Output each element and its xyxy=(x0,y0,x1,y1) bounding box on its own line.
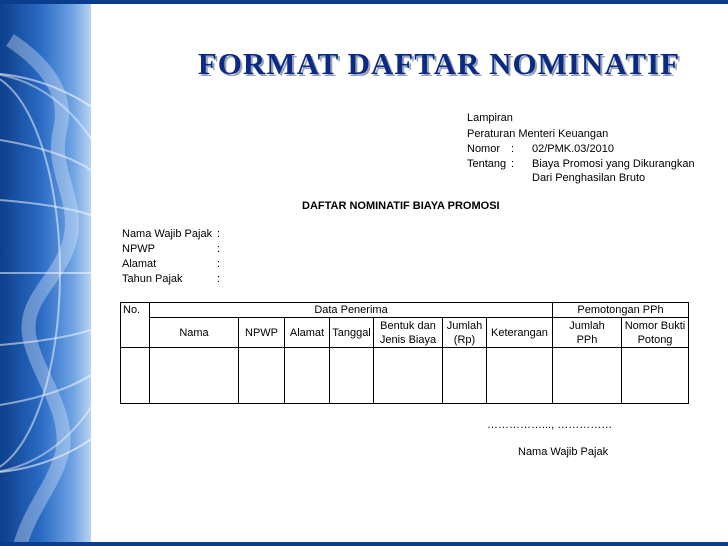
table-row xyxy=(121,348,689,404)
cell-tanggal[interactable] xyxy=(330,348,374,404)
header-nama: Nama xyxy=(150,318,239,348)
header-no: No. xyxy=(121,303,150,348)
cell-npwp[interactable] xyxy=(239,348,285,404)
npwp-label: NPWP xyxy=(122,243,155,255)
tahun-colon: : xyxy=(217,273,221,285)
slide-title: FORMAT DAFTAR NOMINATIF xyxy=(197,46,681,81)
lampiran-label: Lampiran xyxy=(467,112,513,124)
signature-place-date: ……………..., …………… xyxy=(487,419,613,431)
alamat-colon: : xyxy=(217,258,221,270)
cell-no[interactable] xyxy=(121,348,150,404)
nomor-bukti-line1: Nomor Bukti xyxy=(624,319,686,332)
cell-jumlah[interactable] xyxy=(443,348,487,404)
nomor-value: 02/PMK.03/2010 xyxy=(532,143,614,155)
header-npwp: NPWP xyxy=(239,318,285,348)
nomor-colon: : xyxy=(511,143,515,155)
tahun-pajak-label: Tahun Pajak xyxy=(122,273,183,285)
globe-icon xyxy=(0,0,91,546)
bottom-accent-bar xyxy=(0,542,728,546)
alamat-label: Alamat xyxy=(122,258,157,270)
nominative-table xyxy=(120,302,689,404)
bentuk-line1: Bentuk dan xyxy=(380,319,436,332)
header-tanggal: Tanggal xyxy=(330,318,374,348)
tentang-label: Tentang xyxy=(467,158,507,170)
document-title: DAFTAR NOMINATIF BIAYA PROMOSI xyxy=(302,200,500,212)
cell-bentuk[interactable] xyxy=(374,348,443,404)
jumlah-pph-line1: Jumlah xyxy=(569,319,605,332)
header-jumlah-rp xyxy=(443,318,487,348)
cell-keterangan[interactable] xyxy=(487,348,553,404)
header-jumlah-pph xyxy=(553,318,622,348)
header-keterangan: Keterangan xyxy=(487,318,553,348)
header-nomor-bukti-potong xyxy=(622,318,689,348)
nama-colon: : xyxy=(217,228,221,240)
jumlah-line1: Jumlah xyxy=(446,319,483,332)
cell-alamat[interactable] xyxy=(285,348,330,404)
jumlah-line2: (Rp) xyxy=(453,333,476,346)
cell-nama[interactable] xyxy=(150,348,239,404)
signature-name: Nama Wajib Pajak xyxy=(518,446,609,458)
globe-sidebar xyxy=(0,0,91,546)
nomor-bukti-line2: Potong xyxy=(637,333,673,346)
cell-nomor-bukti[interactable] xyxy=(622,348,689,404)
header-alamat: Alamat xyxy=(285,318,330,348)
peraturan-label: Peraturan Menteri Keuangan xyxy=(467,128,609,140)
jumlah-pph-line2: PPh xyxy=(576,333,598,346)
tentang-value-line1: Biaya Promosi yang Dikurangkan xyxy=(532,158,695,170)
header-data-penerima: Data Penerima xyxy=(150,303,553,318)
nomor-label: Nomor xyxy=(467,143,501,155)
top-accent-bar xyxy=(0,0,728,4)
tentang-value-line2: Dari Penghasilan Bruto xyxy=(532,172,646,184)
nama-wajib-pajak-label: Nama Wajib Pajak xyxy=(122,228,213,240)
tentang-colon: : xyxy=(511,158,515,170)
header-pemotongan-pph: Pemotongan PPh xyxy=(553,303,689,318)
npwp-colon: : xyxy=(217,243,221,255)
header-bentuk-jenis-biaya xyxy=(374,318,443,348)
bentuk-line2: Jenis Biaya xyxy=(379,333,437,346)
cell-jumlah-pph[interactable] xyxy=(553,348,622,404)
